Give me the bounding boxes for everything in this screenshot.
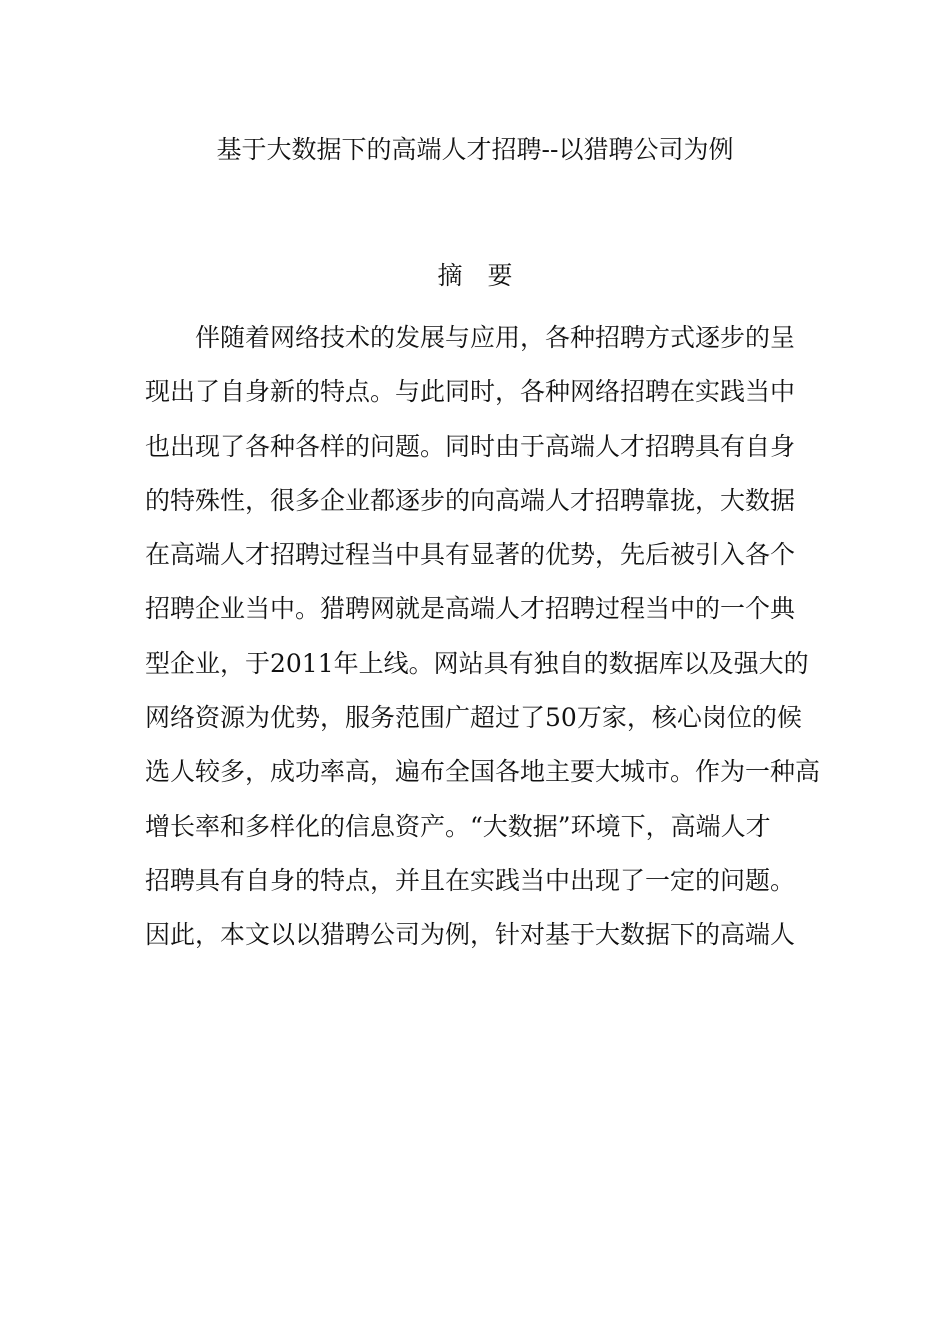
- abstract-line: 现出了自身新的特点。与此同时，各种网络招聘在实践当中: [145, 377, 796, 407]
- abstract-line: 招聘具有自身的特点，并且在实践当中出现了一定的问题。: [145, 865, 796, 895]
- abstract-line: 因此，本文以以猎聘公司为例，针对基于大数据下的高端人: [145, 920, 796, 950]
- abstract-body: [145, 320, 821, 972]
- abstract-line: 型企业，于2011年上线。网站具有独自的数据库以及强大的: [145, 648, 809, 678]
- abstract-line: 网络资源为优势，服务范围广超过了50万家，核心岗位的候: [145, 703, 802, 733]
- abstract-line: 选人较多，成功率高，遍布全国各地主要大城市。作为一种高: [145, 757, 821, 787]
- abstract-heading: 摘 要: [437, 261, 513, 290]
- abstract-line: 招聘企业当中。猎聘网就是高端人才招聘过程当中的一个典: [145, 594, 796, 624]
- document-title: 基于大数据下的高端人才招聘--以猎聘公司为例: [216, 135, 734, 164]
- abstract-line: 伴随着网络技术的发展与应用，各种招聘方式逐步的呈: [195, 323, 796, 352]
- abstract-line: 在高端人才招聘过程当中具有显著的优势，先后被引入各个: [145, 540, 796, 570]
- abstract-line: 增长率和多样化的信息资产。“大数据”环境下，高端人才: [145, 811, 771, 841]
- abstract-line: 的特殊性，很多企业都逐步的向高端人才招聘靠拢，大数据: [145, 485, 796, 515]
- abstract-line: 也出现了各种各样的问题。同时由于高端人才招聘具有自身: [145, 431, 796, 461]
